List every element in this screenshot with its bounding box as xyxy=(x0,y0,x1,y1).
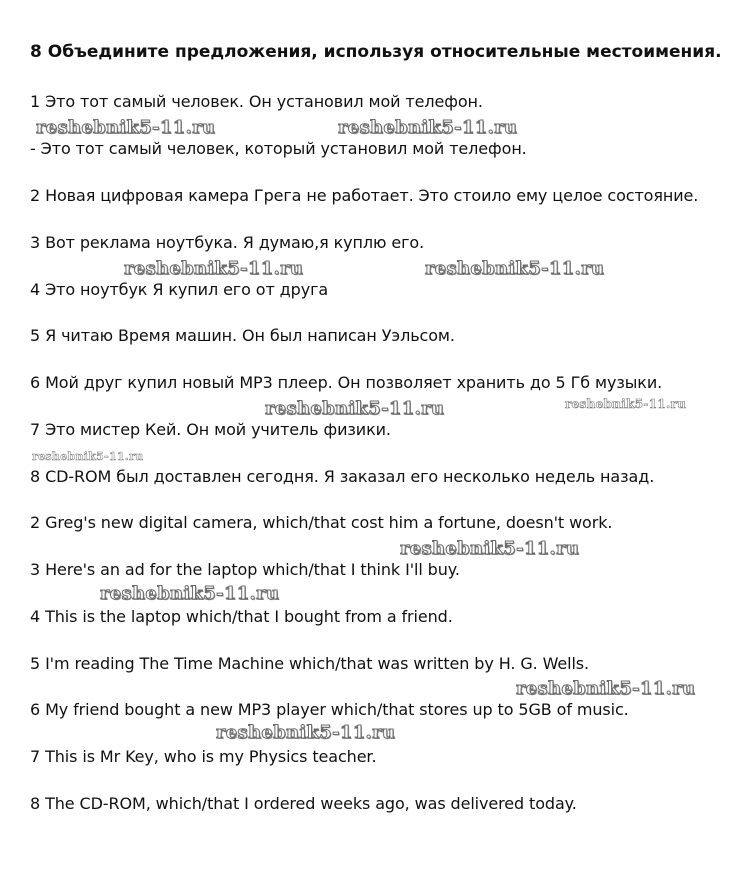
answer-en-2: 2 Greg's new digital camera, which/that cost him a fortune, doesn't work. xyxy=(30,513,613,532)
answer-ru-1: - Это тот самый человек, который установил мой телефон. xyxy=(30,139,527,158)
sentence-ru-4: 4 Это ноутбук Я купил его от друга xyxy=(30,280,329,299)
answer-en-8: 8 The CD-ROM, which/that I ordered weeks ago, was delivered today. xyxy=(30,794,577,813)
watermark: reshebnik5-11.ru xyxy=(100,583,280,604)
sentence-ru-1: 1 Это тот самый человек. Он установил мой телефон. xyxy=(30,92,483,111)
sentence-ru-3: 3 Вот реклама ноутбука. Я думаю,я куплю его. xyxy=(30,233,425,252)
answer-en-5: 5 I'm reading The Time Machine which/that was written by H. G. Wells. xyxy=(30,654,590,673)
sentence-ru-2: 2 Новая цифровая камера Грега не работает. Это стоило ему целое состояние. xyxy=(30,186,699,205)
watermark: reshebnik5-11.ru xyxy=(565,397,687,411)
watermark: reshebnik5-11.ru xyxy=(265,398,445,419)
answer-en-7: 7 This is Mr Key, who is my Physics teacher. xyxy=(30,747,377,766)
answer-en-3: 3 Here's an ad for the laptop which/that I think I'll buy. xyxy=(30,560,460,579)
sentence-ru-7: 7 Это мистер Кей. Он мой учитель физики. xyxy=(30,420,391,439)
answer-en-6: 6 My friend bought a new MP3 player which/that stores up to 5GB of music. xyxy=(30,700,629,719)
watermark: reshebnik5-11.ru xyxy=(400,538,580,559)
watermark: reshebnik5-11.ru xyxy=(425,258,605,279)
sentence-ru-6: 6 Мой друг купил новый MP3 плеер. Он позволяет хранить до 5 Гб музыки. xyxy=(30,373,663,392)
watermark: reshebnik5-11.ru xyxy=(124,258,304,279)
watermark: reshebnik5-11.ru xyxy=(516,678,696,699)
answer-en-4: 4 This is the laptop which/that I bought from a friend. xyxy=(30,607,453,626)
exercise-title: 8 Объедините предложения, используя относительные местоимения. xyxy=(30,42,722,62)
sentence-ru-8: 8 CD-ROM был доставлен сегодня. Я заказал его несколько недель назад. xyxy=(30,467,655,486)
watermark: reshebnik5-11.ru xyxy=(32,450,144,463)
watermark: reshebnik5-11.ru xyxy=(338,117,518,138)
watermark: reshebnik5-11.ru xyxy=(36,117,216,138)
sentence-ru-5: 5 Я читаю Время машин. Он был написан Уэльсом. xyxy=(30,326,455,345)
watermark: reshebnik5-11.ru xyxy=(216,722,396,743)
